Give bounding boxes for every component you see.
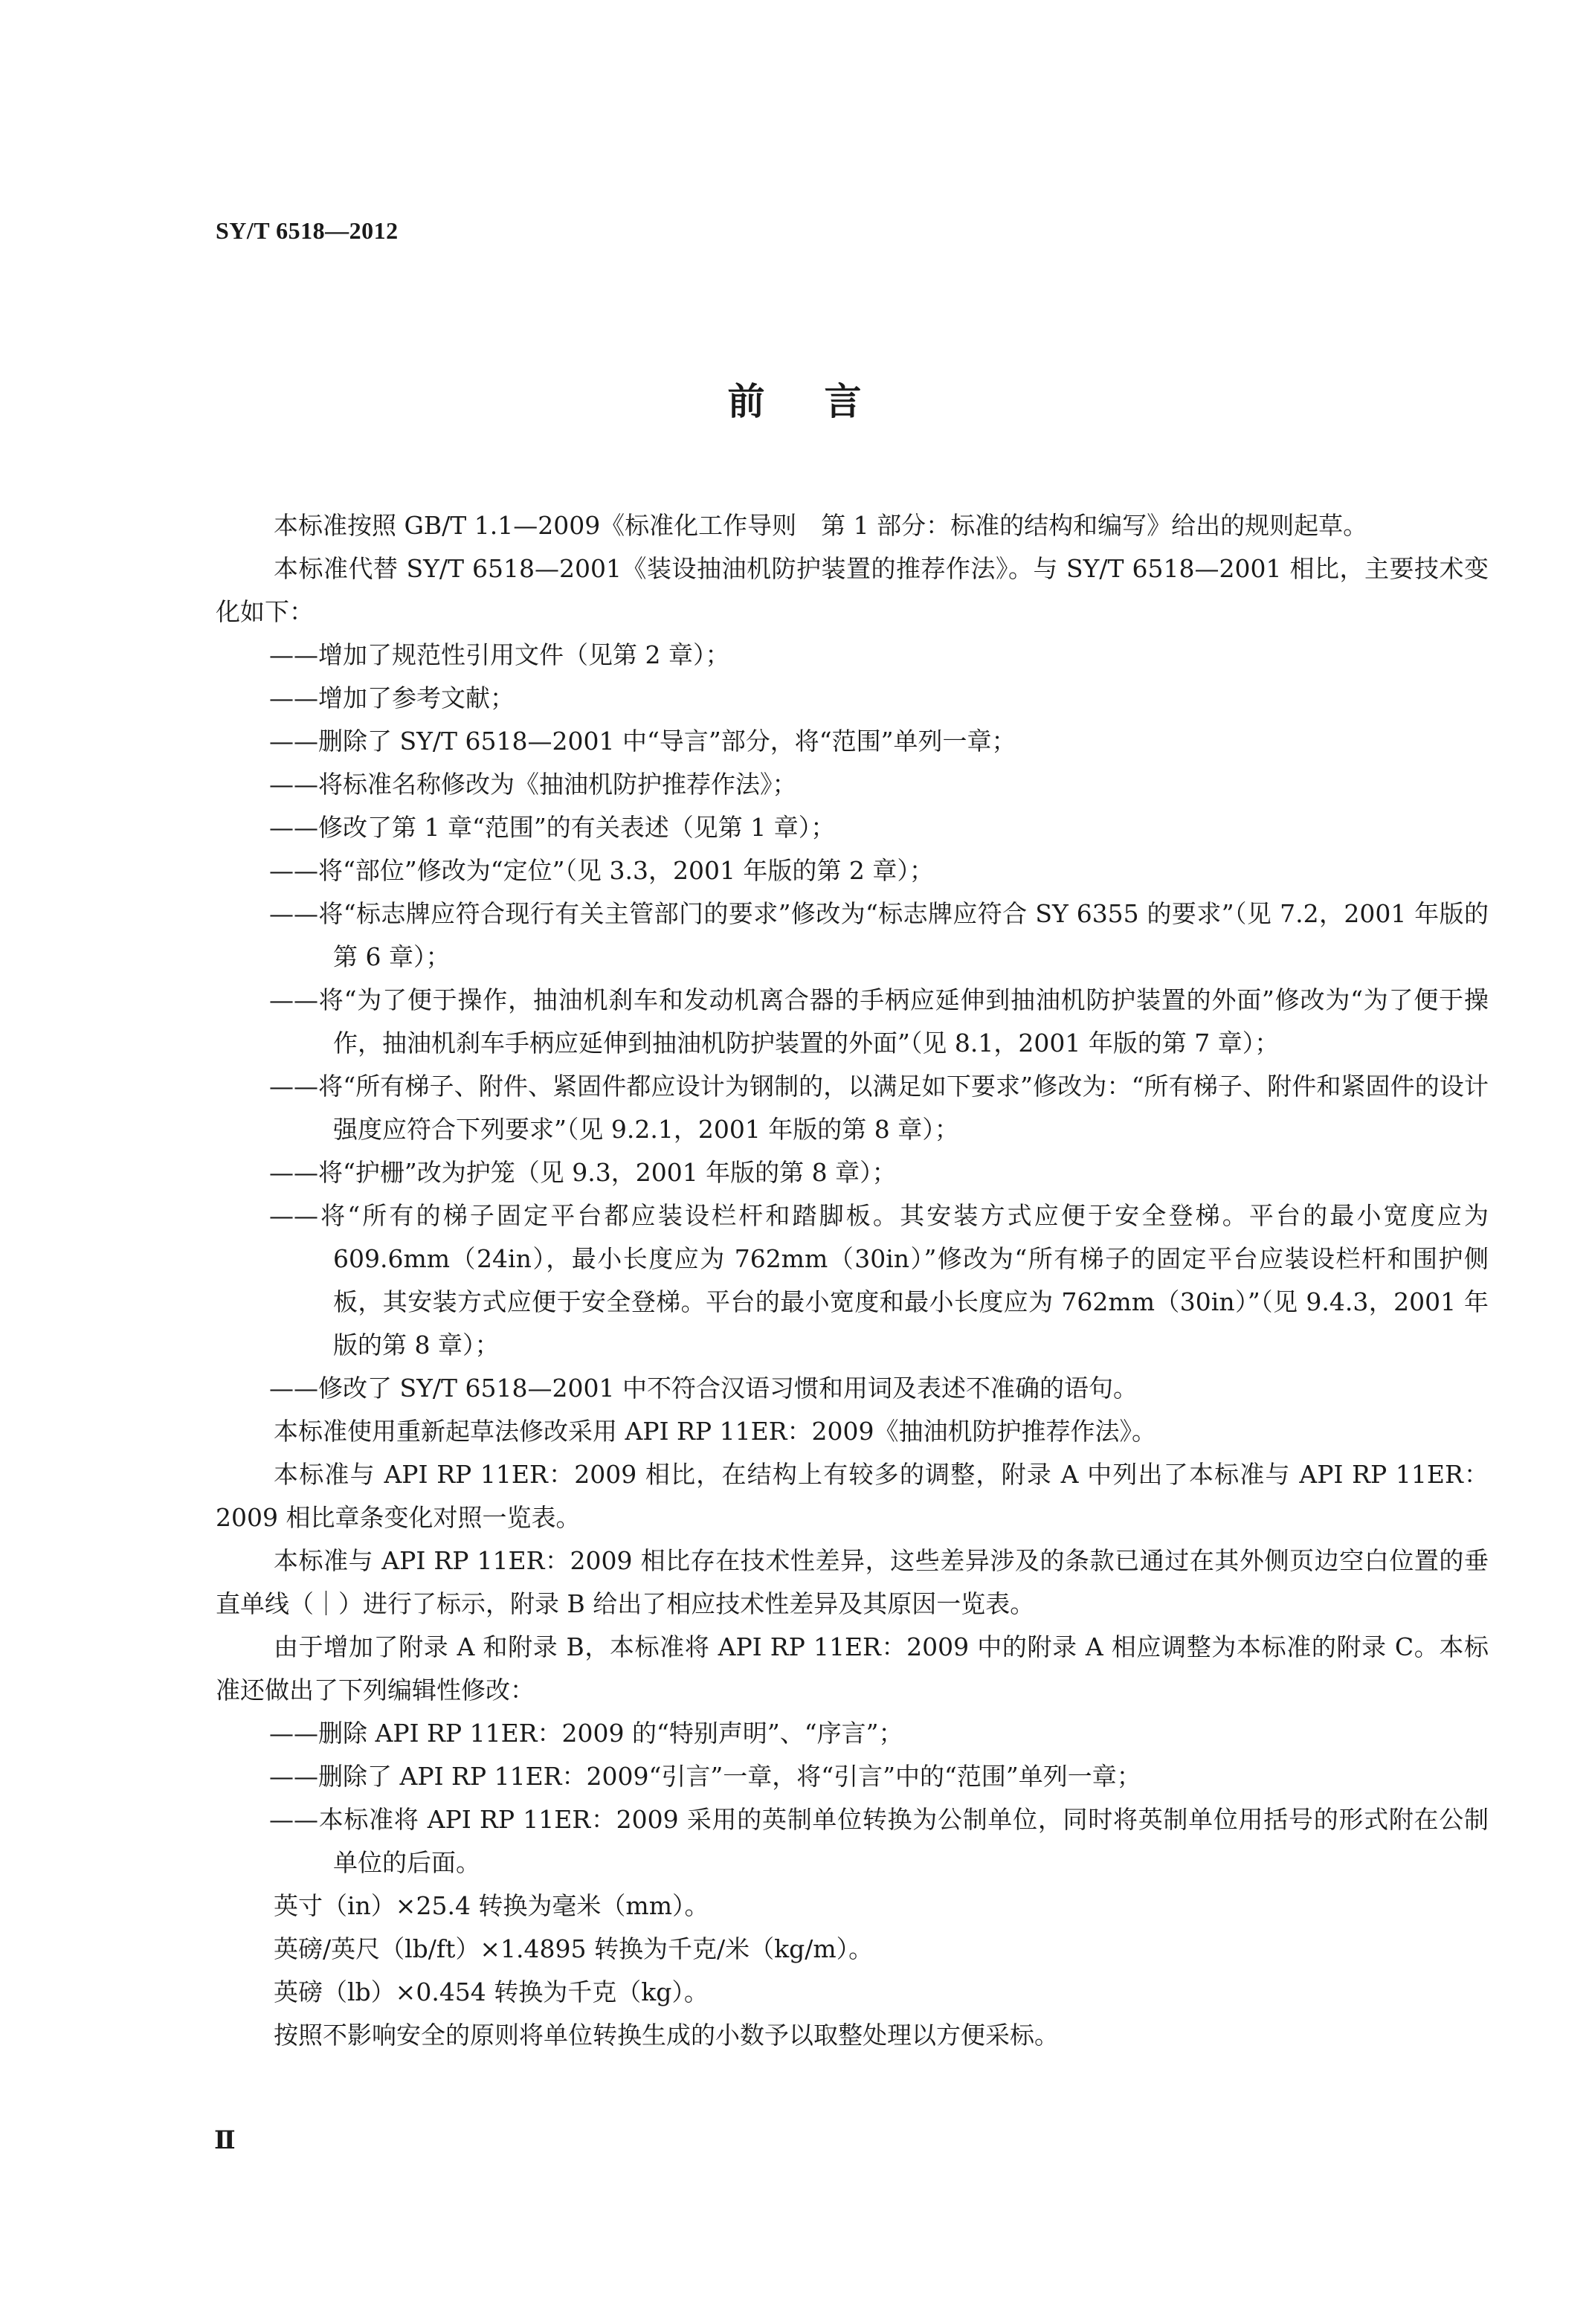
- page-number: Ⅱ: [214, 2127, 236, 2154]
- list-item: ——将标准名称修改为《抽油机防护推荐作法》；: [269, 770, 797, 799]
- list-item: ——将“所有梯子、附件、紧固件都应设计为钢制的，以满足如下要求”修改为：“所有梯子、附件和紧固件的设计强度应符合下列要求”（见 9.2.1，2001 年版的第 8 章）；: [269, 1072, 1489, 1144]
- paragraph: 本标准按照 GB/T 1.1—2009《标准化工作导则 第 1 部分：标准的结构和编写》给出的规则起草。: [274, 511, 1368, 540]
- conversion-line: 英磅（lb）×0.454 转换为千克（kg）。: [274, 1977, 709, 2006]
- standard-code: SY/T 6518—2012: [216, 217, 399, 244]
- foreword-body: [216, 504, 1489, 2057]
- list-item: ——删除了 API RP 11ER：2009“引言”一章，将“引言”中的“范围”单列一章；: [269, 1762, 1141, 1791]
- list-item: ——修改了第 1 章“范围”的有关表述（见第 1 章）；: [269, 813, 836, 842]
- paragraph: 本标准使用重新起草法修改采用 API RP 11ER：2009《抽油机防护推荐作法》。: [274, 1417, 1157, 1446]
- list-item: ——删除 API RP 11ER：2009 的“特别声明”、“序言”；: [269, 1719, 903, 1748]
- list-item: ——将“标志牌应符合现行有关主管部门的要求”修改为“标志牌应符合 SY 6355 的要求”（见 7.2，2001 年版的第 6 章）；: [269, 899, 1489, 971]
- list-item: ——将“护栅”改为护笼（见 9.3，2001 年版的第 8 章）；: [269, 1158, 897, 1187]
- paragraph: 本标准与 API RP 11ER：2009 相比存在技术性差异，这些差异涉及的条款已通过在其外侧页边空白位置的垂直单线（｜）进行了标示，附录 B 给出了相应技术性差异及其原因一览表。: [216, 1546, 1489, 1618]
- conversion-line: 英寸（in）×25.4 转换为毫米（mm）。: [274, 1891, 709, 1920]
- page-title: 前言: [727, 380, 921, 423]
- paragraph: 由于增加了附录 A 和附录 B，本标准将 API RP 11ER：2009 中的附录 A 相应调整为本标准的附录 C。本标准还做出了下列编辑性修改：: [216, 1632, 1489, 1705]
- list-item: ——本标准将 API RP 11ER：2009 采用的英制单位转换为公制单位，同时将英制单位用括号的形式附在公制单位的后面。: [269, 1805, 1489, 1877]
- list-item: ——增加了规范性引用文件（见第 2 章）；: [269, 640, 730, 669]
- paragraph: 本标准代替 SY/T 6518—2001《装设抽油机防护装置的推荐作法》。与 SY/T 6518—2001 相比，主要技术变化如下：: [216, 554, 1489, 626]
- list-item: ——修改了 SY/T 6518—2001 中不符合汉语习惯和用词及表述不准确的语句。: [269, 1374, 1138, 1403]
- list-item: ——删除了 SY/T 6518—2001 中“导言”部分，将“范围”单列一章；: [269, 727, 1016, 756]
- list-item: ——将“部位”修改为“定位”（见 3.3，2001 年版的第 2 章）；: [269, 856, 934, 885]
- paragraph: 本标准与 API RP 11ER：2009 相比，在结构上有较多的调整，附录 A 中列出了本标准与 API RP 11ER：2009 相比章条变化对照一览表。: [216, 1460, 1489, 1532]
- list-item: ——将“所有的梯子固定平台都应装设栏杆和踏脚板。其安装方式应便于安全登梯。平台的最小宽度应为 609.6mm（24in），最小长度应为 762mm（30in）”修改为“所有梯子的固定平台应装设栏杆和围护侧板，其安装方式应便于安全登梯。平台的最小宽度和最小长度应为 762mm（30in）”（见 9.4.3，2001 年版的第 8 章）；: [269, 1201, 1489, 1359]
- conversion-line: 英磅/英尺（lb/ft）×1.4895 转换为千克/米（kg/m）。: [274, 1934, 874, 1963]
- list-item: ——增加了参考文献；: [269, 683, 515, 712]
- list-item: ——将“为了便于操作，抽油机刹车和发动机离合器的手柄应延伸到抽油机防护装置的外面”修改为“为了便于操作，抽油机刹车手柄应延伸到抽油机防护装置的外面”（见 8.1，2001 年版的第 7 章）；: [269, 985, 1489, 1058]
- paragraph: 按照不影响安全的原则将单位转换生成的小数予以取整处理以方便采标。: [274, 2021, 1059, 2050]
